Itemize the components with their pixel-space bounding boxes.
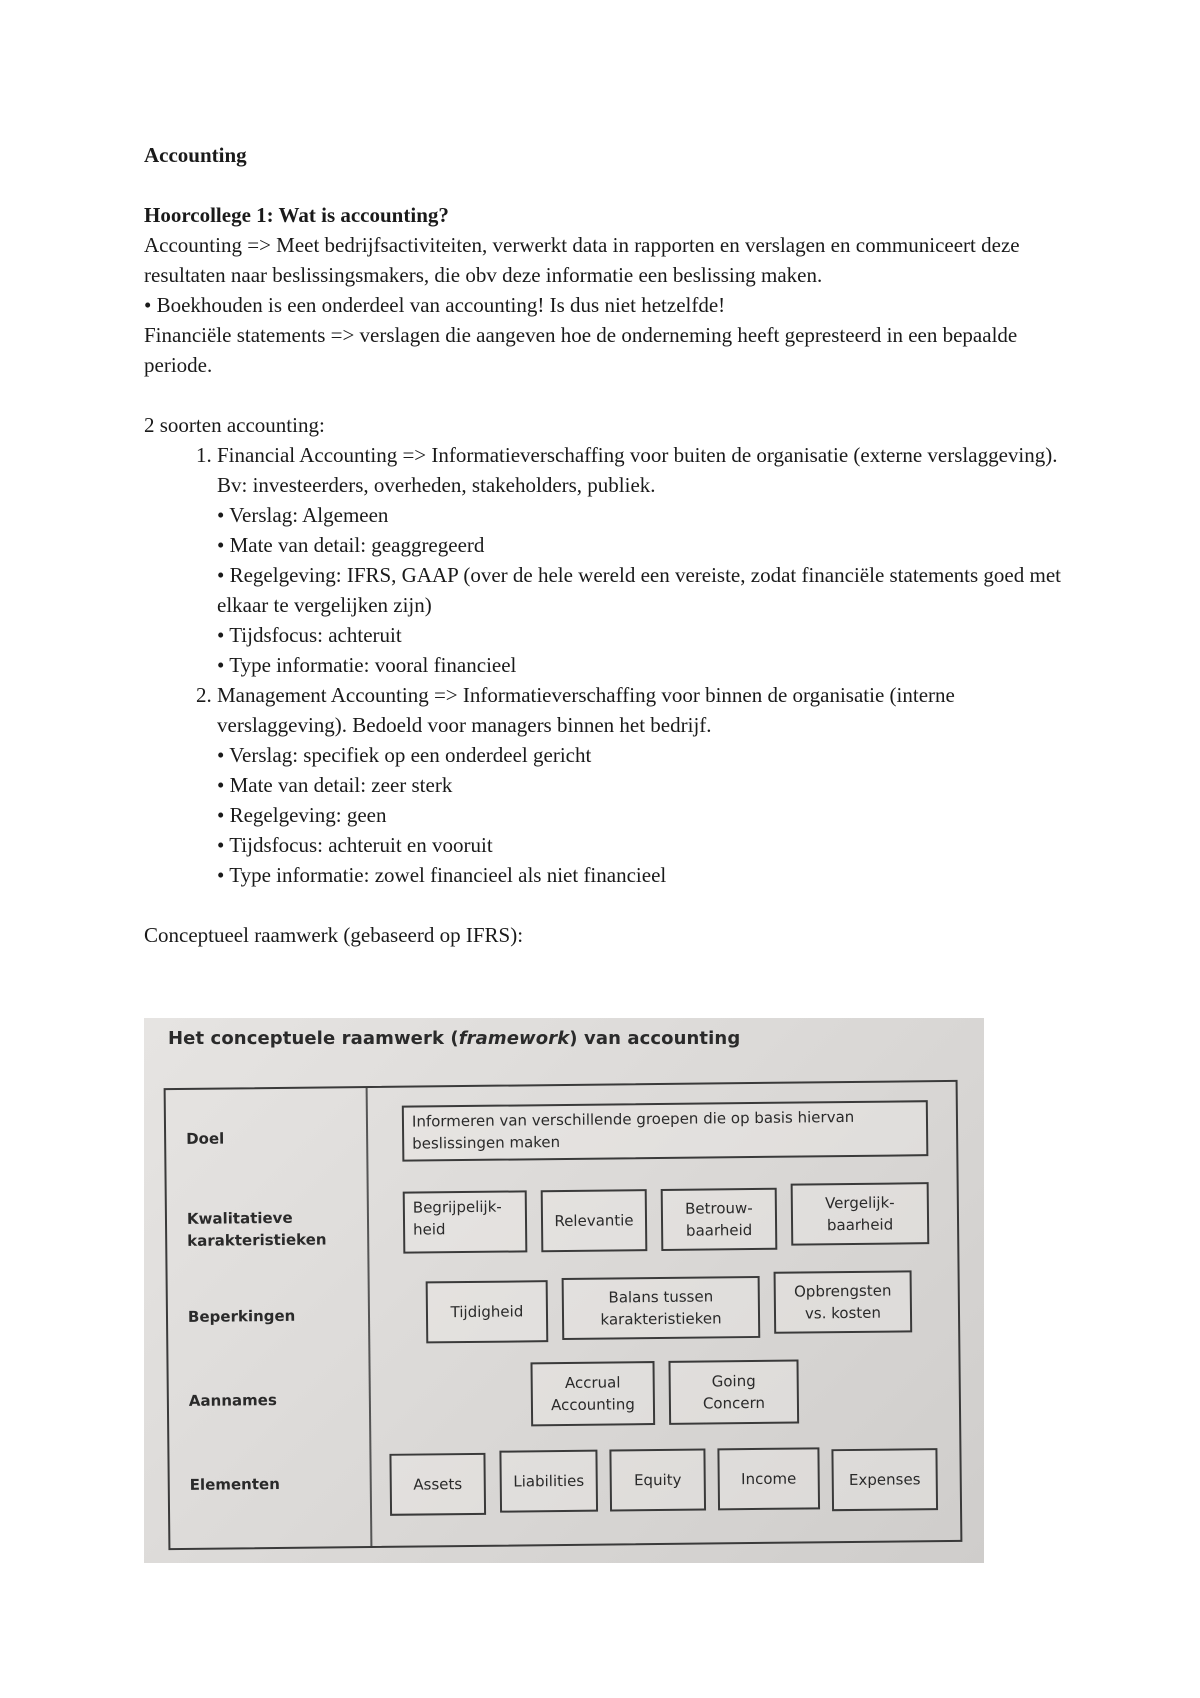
framework-photo [144, 1018, 984, 1563]
bullet-line: • Regelgeving: IFRS, GAAP (over de hele wereld een vereiste, zodat financiële statements goed met elkaar te vergelijken zijn) [217, 563, 1061, 617]
bullet-line: • Mate van detail: zeer sterk [217, 773, 453, 797]
beperkingen-box: Tijdigheid [426, 1280, 549, 1343]
framework-title: Het conceptuele raamwerk (framework) van accounting [168, 1028, 741, 1049]
row-label-beperkingen: Beperkingen [187, 1306, 296, 1326]
kwalitatieve-box: Betrouw-baarheid [661, 1188, 778, 1251]
accounting-types-list [144, 440, 1074, 890]
framework-caption: Conceptueel raamwerk (gebaseerd op IFRS): [144, 923, 524, 947]
row-label-aannames: Aannames [188, 1391, 277, 1410]
document-body [144, 140, 1074, 950]
bullet-line: • Type informatie: zowel financieel als niet financieel [217, 863, 667, 887]
kwalitatieve-box: Begrijpelijk-heid [403, 1190, 528, 1253]
list-item-label: Management Accounting => Informatieverschaffing voor binnen de organisatie (interne verslaggeving). Bedoeld voor managers binnen het bedrijf. [217, 683, 955, 737]
elementen-box: Liabilities [499, 1450, 598, 1513]
list-item-management [217, 680, 1074, 890]
bullet-line: • Type informatie: vooral financieel [217, 653, 517, 677]
elementen-box: Expenses [831, 1448, 938, 1511]
bullet-line: • Mate van detail: geaggregeerd [217, 533, 485, 557]
doel-box: Informeren van verschillende groepen die op basis hiervan beslissingen maken [402, 1100, 929, 1162]
types-heading: 2 soorten accounting: [144, 413, 325, 437]
elementen-box: Assets [389, 1453, 486, 1516]
kwalitatieve-box: Vergelijk-baarheid [791, 1182, 930, 1245]
framework-frame [164, 1080, 963, 1550]
list-item-financial [217, 440, 1074, 680]
aannames-box: Going Concern [668, 1360, 799, 1425]
bullet-line: • Tijdsfocus: achteruit [217, 623, 402, 647]
bullet-line: • Tijdsfocus: achteruit en vooruit [217, 833, 493, 857]
beperkingen-box: Opbrengsten vs. kosten [774, 1270, 913, 1333]
bullet-line: • Regelgeving: geen [217, 803, 387, 827]
note-line: • Boekhouden is een onderdeel van accounting! Is dus niet hetzelfde! [144, 293, 726, 317]
bullet-line: • Verslag: Algemeen [217, 503, 389, 527]
row-label-elementen: Elementen [189, 1474, 280, 1494]
row-label-doel: Doel [186, 1129, 225, 1148]
bullet-line: • Verslag: specifiek op een onderdeel gericht [217, 743, 592, 767]
elementen-box: Equity [609, 1449, 706, 1512]
intro-paragraph: Accounting => Meet bedrijfsactiviteiten, verwerkt data in rapporten en verslagen en communiceert deze resultaten naar beslissingsmakers, die obv deze informatie een beslissing maken. [144, 233, 1020, 287]
aannames-box: Accrual Accounting [530, 1361, 655, 1426]
kwalitatieve-box: Relevantie [541, 1189, 648, 1252]
elementen-box: Income [717, 1447, 820, 1510]
statements-line: Financiële statements => verslagen die aangeven hoe de onderneming heeft gepresteerd in een bepaalde periode. [144, 323, 1018, 377]
framework-divider [366, 1088, 373, 1546]
lecture-title: Hoorcollege 1: Wat is accounting? [144, 203, 449, 227]
row-label-kwalitatieve: Kwalitatieve karakteristieken [186, 1208, 327, 1250]
list-item-label: Financial Accounting => Informatieverschaffing voor buiten de organisatie (externe verslaggeving). Bv: investeerders, overheden, stakeholders, publiek. [217, 443, 1058, 497]
document-title: Accounting [144, 143, 247, 167]
beperkingen-box: Balans tussen karakteristieken [562, 1276, 761, 1340]
